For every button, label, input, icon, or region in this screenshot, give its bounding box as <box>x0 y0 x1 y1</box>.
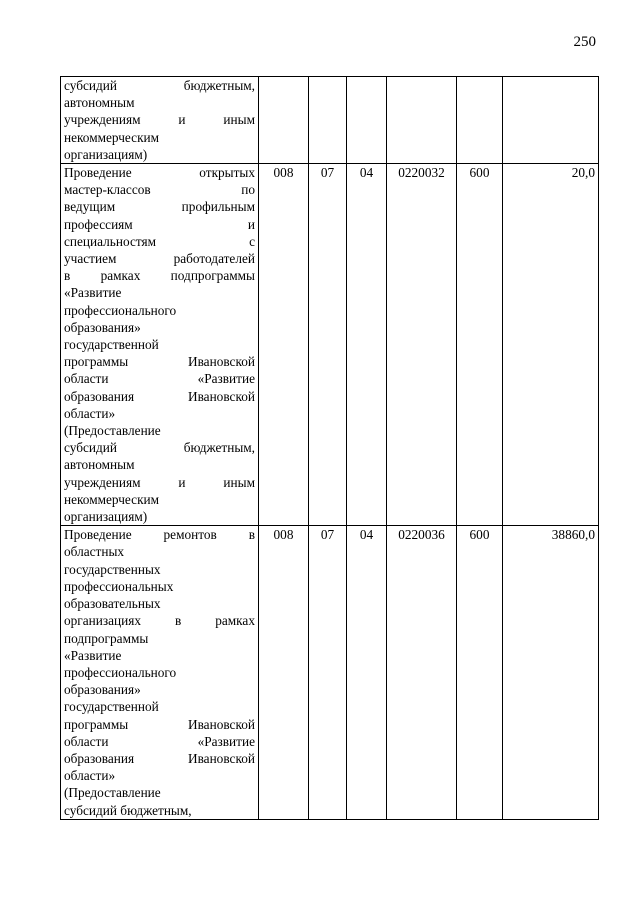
amount-cell: 20,0 <box>503 164 599 526</box>
item-name-line: образования» <box>64 319 141 335</box>
item-name-line: (Предоставление <box>64 423 161 439</box>
amount-cell <box>503 77 599 164</box>
expense-type-cell: 600 <box>457 526 503 819</box>
item-name-line: организациях в рамках <box>64 613 255 629</box>
table-row <box>61 77 599 164</box>
item-name-line: области» <box>64 405 116 421</box>
item-name-line: государственных <box>64 561 161 577</box>
item-name-line: Проведение ремонтов в <box>64 527 255 543</box>
table-row <box>61 526 599 819</box>
item-name-line: некоммерческим <box>64 129 160 145</box>
item-name-line: автономным <box>64 95 135 111</box>
item-name-line: образования Ивановской <box>64 750 255 766</box>
item-name-line: в рамках подпрограммы <box>64 268 255 284</box>
item-name-line: субсидий бюджетным, <box>64 802 192 818</box>
subsection-cell <box>347 77 387 164</box>
subsection-cell: 04 <box>347 164 387 526</box>
item-name-line: (Предоставление <box>64 785 161 801</box>
table-row <box>61 164 599 526</box>
target-article-cell: 0220032 <box>387 164 457 526</box>
item-name-line: профессионального <box>64 664 177 680</box>
budget-table-body <box>61 77 599 820</box>
section-cell: 07 <box>309 164 347 526</box>
item-name-line: «Развитие <box>64 647 122 663</box>
item-name-line: программы Ивановской <box>64 716 255 732</box>
section-cell: 07 <box>309 526 347 819</box>
expense-type-cell: 600 <box>457 164 503 526</box>
item-name-line: профессиям и <box>64 216 255 232</box>
item-name-line: подпрограммы <box>64 630 149 646</box>
item-name-line: субсидий бюджетным, <box>64 440 255 456</box>
item-name-line: образования» <box>64 682 141 698</box>
item-name-line: ведущим профильным <box>64 199 255 215</box>
item-name-line: некоммерческим <box>64 491 160 507</box>
section-cell <box>309 77 347 164</box>
item-name-line: образования Ивановской <box>64 388 255 404</box>
item-name-line: автономным <box>64 457 135 473</box>
grbs-cell <box>259 77 309 164</box>
item-name-line: учреждениям и иным <box>64 112 255 128</box>
grbs-cell: 008 <box>259 526 309 819</box>
item-name-line: государственной <box>64 337 159 353</box>
amount-cell: 38860,0 <box>503 526 599 819</box>
item-name-line: специальностям с <box>64 233 255 249</box>
item-name-line: «Развитие <box>64 285 122 301</box>
grbs-cell: 008 <box>259 164 309 526</box>
item-name-line: организациям) <box>64 509 148 525</box>
item-name-line: организациям) <box>64 146 148 162</box>
item-name-line: области «Развитие <box>64 733 255 749</box>
item-name-line: участием работодателей <box>64 251 255 267</box>
item-name-line: области «Развитие <box>64 371 255 387</box>
expense-type-cell <box>457 77 503 164</box>
item-name-line: субсидий бюджетным, <box>64 78 255 93</box>
item-name-cell <box>61 164 259 526</box>
item-name-line: государственной <box>64 699 159 715</box>
item-name-line: программы Ивановской <box>64 354 255 370</box>
item-name-cell <box>61 526 259 819</box>
item-name-line: области» <box>64 768 116 784</box>
subsection-cell: 04 <box>347 526 387 819</box>
budget-table <box>60 76 599 820</box>
target-article-cell: 0220036 <box>387 526 457 819</box>
page-number: 250 <box>573 34 596 50</box>
target-article-cell <box>387 77 457 164</box>
item-name-line: областных <box>64 544 125 560</box>
item-name-cell <box>61 77 259 164</box>
item-name-line: профессионального <box>64 302 177 318</box>
item-name-line: мастер-классов по <box>64 182 255 198</box>
item-name-line: учреждениям и иным <box>64 474 255 490</box>
item-name-line: Проведение открытых <box>64 165 255 181</box>
item-name-line: профессиональных <box>64 578 174 594</box>
item-name-line: образовательных <box>64 596 161 612</box>
